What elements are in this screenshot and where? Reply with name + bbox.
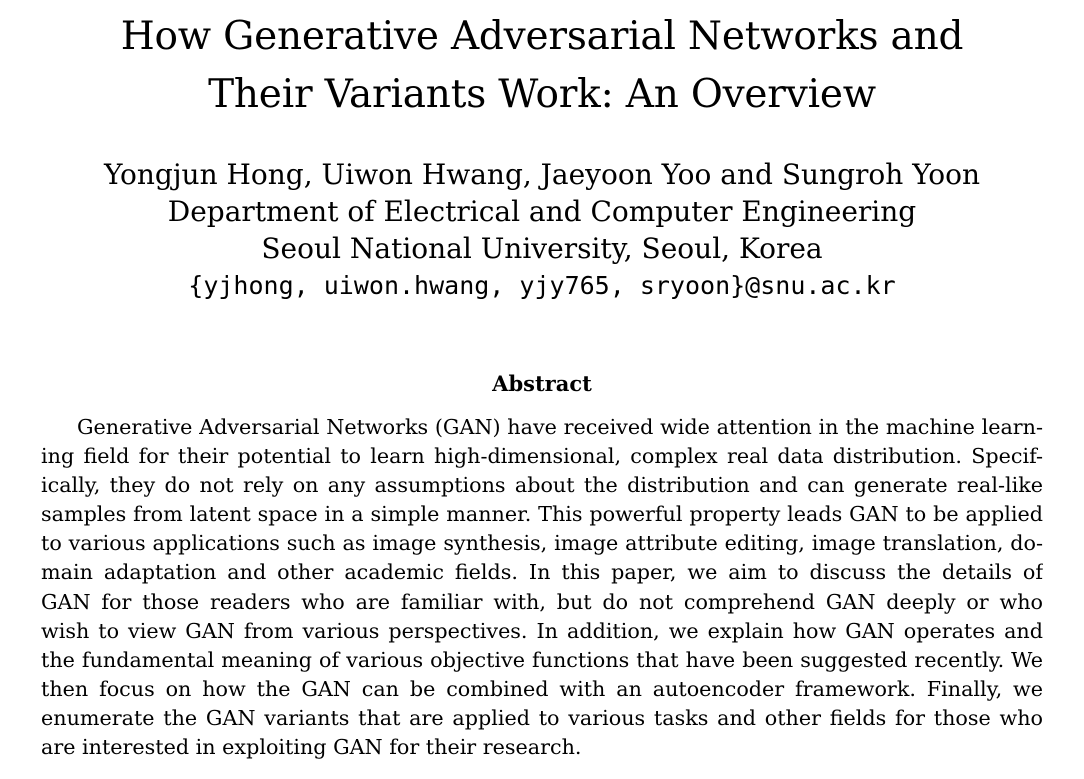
title-line-2: Their Variants Work: An Overview [208, 72, 876, 117]
author-names: Yongjun Hong, Uiwon Hwang, Jaeyoon Yoo and Sungroh Yoon [103, 158, 980, 191]
abstract-line: ically, they do not rely on any assumptions about the distribution and can generate real-like [41, 473, 1043, 498]
abstract-line: then focus on how the GAN can be combined with an autoencoder framework. Finally, we [41, 676, 1043, 701]
author-institution: Seoul National University, Seoul, Korea [261, 232, 823, 265]
abstract-line: wish to view GAN from various perspectives. In addition, we explain how GAN operates and [41, 618, 1043, 643]
abstract-line: enumerate the GAN variants that are applied to various tasks and other fields for those who [41, 705, 1043, 730]
paper-title [0, 8, 1084, 124]
abstract-line: Generative Adversarial Networks (GAN) have received wide attention in the machine learn- [77, 415, 1043, 439]
abstract-line: to various applications such as image synthesis, image attribute editing, image translation, do- [41, 531, 1043, 556]
abstract-body [41, 413, 1043, 762]
abstract-line: main adaptation and other academic fields. In this paper, we aim to discuss the details of [41, 560, 1043, 585]
author-block [0, 156, 1084, 304]
abstract-line: ing field for their potential to learn high-dimensional, complex real data distribution. Specif- [41, 444, 1043, 469]
abstract-line: samples from latent space in a simple manner. This powerful property leads GAN to be applied [41, 502, 1043, 527]
title-line-1: How Generative Adversarial Networks and [120, 14, 964, 59]
abstract-line: the fundamental meaning of various objective functions that have been suggested recently. We [41, 647, 1043, 672]
author-email: {yjhong, uiwon.hwang, yjy765, sryoon}@snu.ac.kr [188, 271, 896, 300]
author-department: Department of Electrical and Computer Engineering [167, 195, 917, 228]
abstract-heading: Abstract [492, 371, 592, 396]
abstract-line: GAN for those readers who are familiar with, but do not comprehend GAN deeply or who [41, 589, 1043, 614]
abstract-line: are interested in exploiting GAN for their research. [41, 735, 582, 760]
